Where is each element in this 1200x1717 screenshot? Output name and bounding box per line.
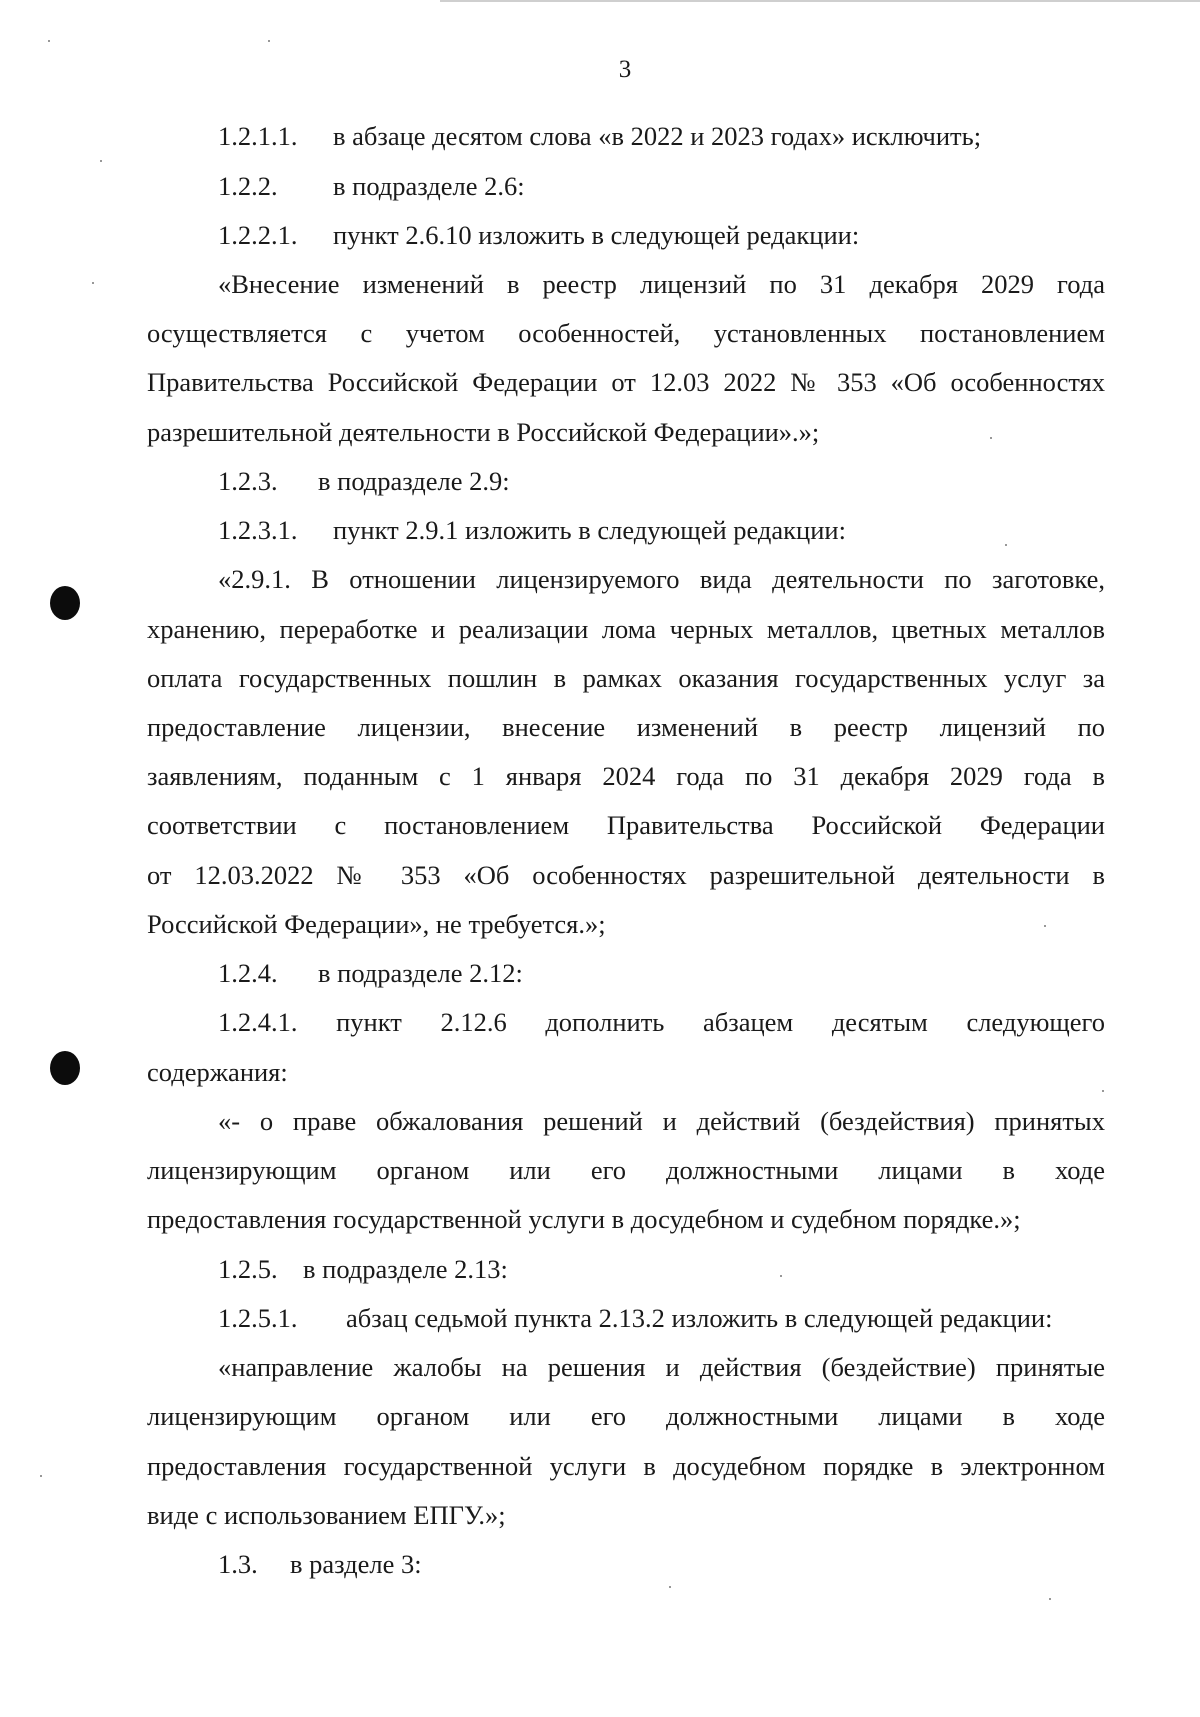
quote-2-6-10-line: Правительства Российской Федерации от 12.03 2022 № 353 «Об особенностях xyxy=(147,367,1105,397)
quote-2-9-1-line: хранению, переработке и реализации лома черных металлов, цветных металлов xyxy=(147,614,1105,644)
quote-2-9-1-line: «2.9.1. В отношении лицензируемого вида деятельности по заготовке, xyxy=(218,564,1105,594)
scan-speck xyxy=(1049,1598,1051,1600)
scan-speck xyxy=(268,40,270,42)
item-text: в разделе 3: xyxy=(290,1549,422,1579)
quote-2-9-1-line: предоставление лицензии, внесение изменений в реестр лицензий по xyxy=(147,712,1105,742)
item-1-2-4-1 xyxy=(218,1006,1105,1038)
quote-2-13-2-line: «направление жалобы на решения и действия (бездействие) принятые xyxy=(218,1352,1105,1382)
scan-speck xyxy=(1005,544,1007,546)
item-text: в подразделе 2.9: xyxy=(318,466,510,496)
item-number: 1.2.5. xyxy=(218,1254,278,1284)
item-number: 1.2.4.1. xyxy=(218,1007,298,1037)
scan-speck xyxy=(1044,925,1046,927)
scan-speck xyxy=(92,282,94,284)
page-number: 3 xyxy=(618,56,632,83)
item-text: пункт 2.9.1 изложить в следующей редакции: xyxy=(333,515,846,545)
scan-speck xyxy=(669,1586,671,1588)
quote-2-6-10-line: «Внесение изменений в реестр лицензий по 31 декабря 2029 года xyxy=(218,269,1105,299)
scan-speck xyxy=(780,1275,782,1277)
item-1-2-2 xyxy=(218,170,525,202)
item-1-2-5 xyxy=(218,1253,508,1285)
item-number: 1.2.1.1. xyxy=(218,121,298,151)
item-number: 1.2.2.1. xyxy=(218,220,298,250)
item-1-2-3 xyxy=(218,465,510,497)
scan-speck xyxy=(1102,1090,1104,1092)
item-number: 1.2.5.1. xyxy=(218,1303,298,1333)
item-text: абзац седьмой пункта 2.13.2 изложить в следующей редакции: xyxy=(346,1303,1053,1333)
quote-2-9-1-line: Российской Федерации», не требуется.»; xyxy=(147,909,606,939)
item-1-2-2-1 xyxy=(218,219,859,251)
item-text: в подразделе 2.12: xyxy=(318,958,523,988)
item-number: 1.2.3.1. xyxy=(218,515,298,545)
quote-2-13-2-line: виде с использованием ЕПГУ.»; xyxy=(147,1500,506,1530)
scan-speck xyxy=(40,1475,42,1477)
item-text: в подразделе 2.13: xyxy=(303,1254,508,1284)
item-1-2-4 xyxy=(218,957,523,989)
quote-2-12-6-line: «- о праве обжалования решений и действий (бездействия) принятых xyxy=(218,1106,1105,1136)
item-1-2-4-1-continuation: содержания: xyxy=(147,1057,288,1087)
scan-speck xyxy=(48,40,50,42)
scan-speck xyxy=(100,160,102,162)
item-text: пункт 2.12.6 дополнить абзацем десятым следующего xyxy=(336,1007,1106,1037)
item-1-3 xyxy=(218,1548,422,1580)
quote-2-9-1-line: оплата государственных пошлин в рамках оказания государственных услуг за xyxy=(147,663,1105,693)
quote-2-13-2-line: предоставления государственной услуги в досудебном порядке в электронном xyxy=(147,1451,1105,1481)
item-1-2-3-1 xyxy=(218,514,846,546)
item-1-2-5-1 xyxy=(218,1302,1052,1334)
quote-2-6-10-line: осуществляется с учетом особенностей, установленных постановлением xyxy=(147,318,1105,348)
quote-2-9-1-line: соответствии с постановлением Правительства Российской Федерации xyxy=(147,810,1105,840)
quote-2-12-6-line: предоставления государственной услуги в досудебном и судебном порядке.»; xyxy=(147,1204,1021,1234)
item-number: 1.2.2. xyxy=(218,171,278,201)
quote-2-13-2-line: лицензирующим органом или его должностными лицами в ходе xyxy=(147,1401,1105,1431)
item-number: 1.2.4. xyxy=(218,958,278,988)
item-text: в абзаце десятом слова «в 2022 и 2023 годах» исключить; xyxy=(333,121,982,151)
quote-2-9-1-line: от 12.03.2022 № 353 «Об особенностях разрешительной деятельности в xyxy=(147,860,1105,890)
scan-speck xyxy=(990,437,992,439)
punch-hole xyxy=(50,1051,80,1085)
quote-2-12-6-line: лицензирующим органом или его должностными лицами в ходе xyxy=(147,1155,1105,1185)
item-1-2-1-1 xyxy=(218,120,981,152)
item-text: пункт 2.6.10 изложить в следующей редакции: xyxy=(333,220,860,250)
punch-hole xyxy=(50,586,80,620)
item-number: 1.2.3. xyxy=(218,466,278,496)
item-text: в подразделе 2.6: xyxy=(333,171,525,201)
scan-edge-line xyxy=(440,0,1200,2)
item-number: 1.3. xyxy=(218,1549,258,1579)
quote-2-9-1-line: заявлениям, поданным с 1 января 2024 года по 31 декабря 2029 года в xyxy=(147,761,1105,791)
quote-2-6-10-line: разрешительной деятельности в Российской Федерации».»; xyxy=(147,417,820,447)
